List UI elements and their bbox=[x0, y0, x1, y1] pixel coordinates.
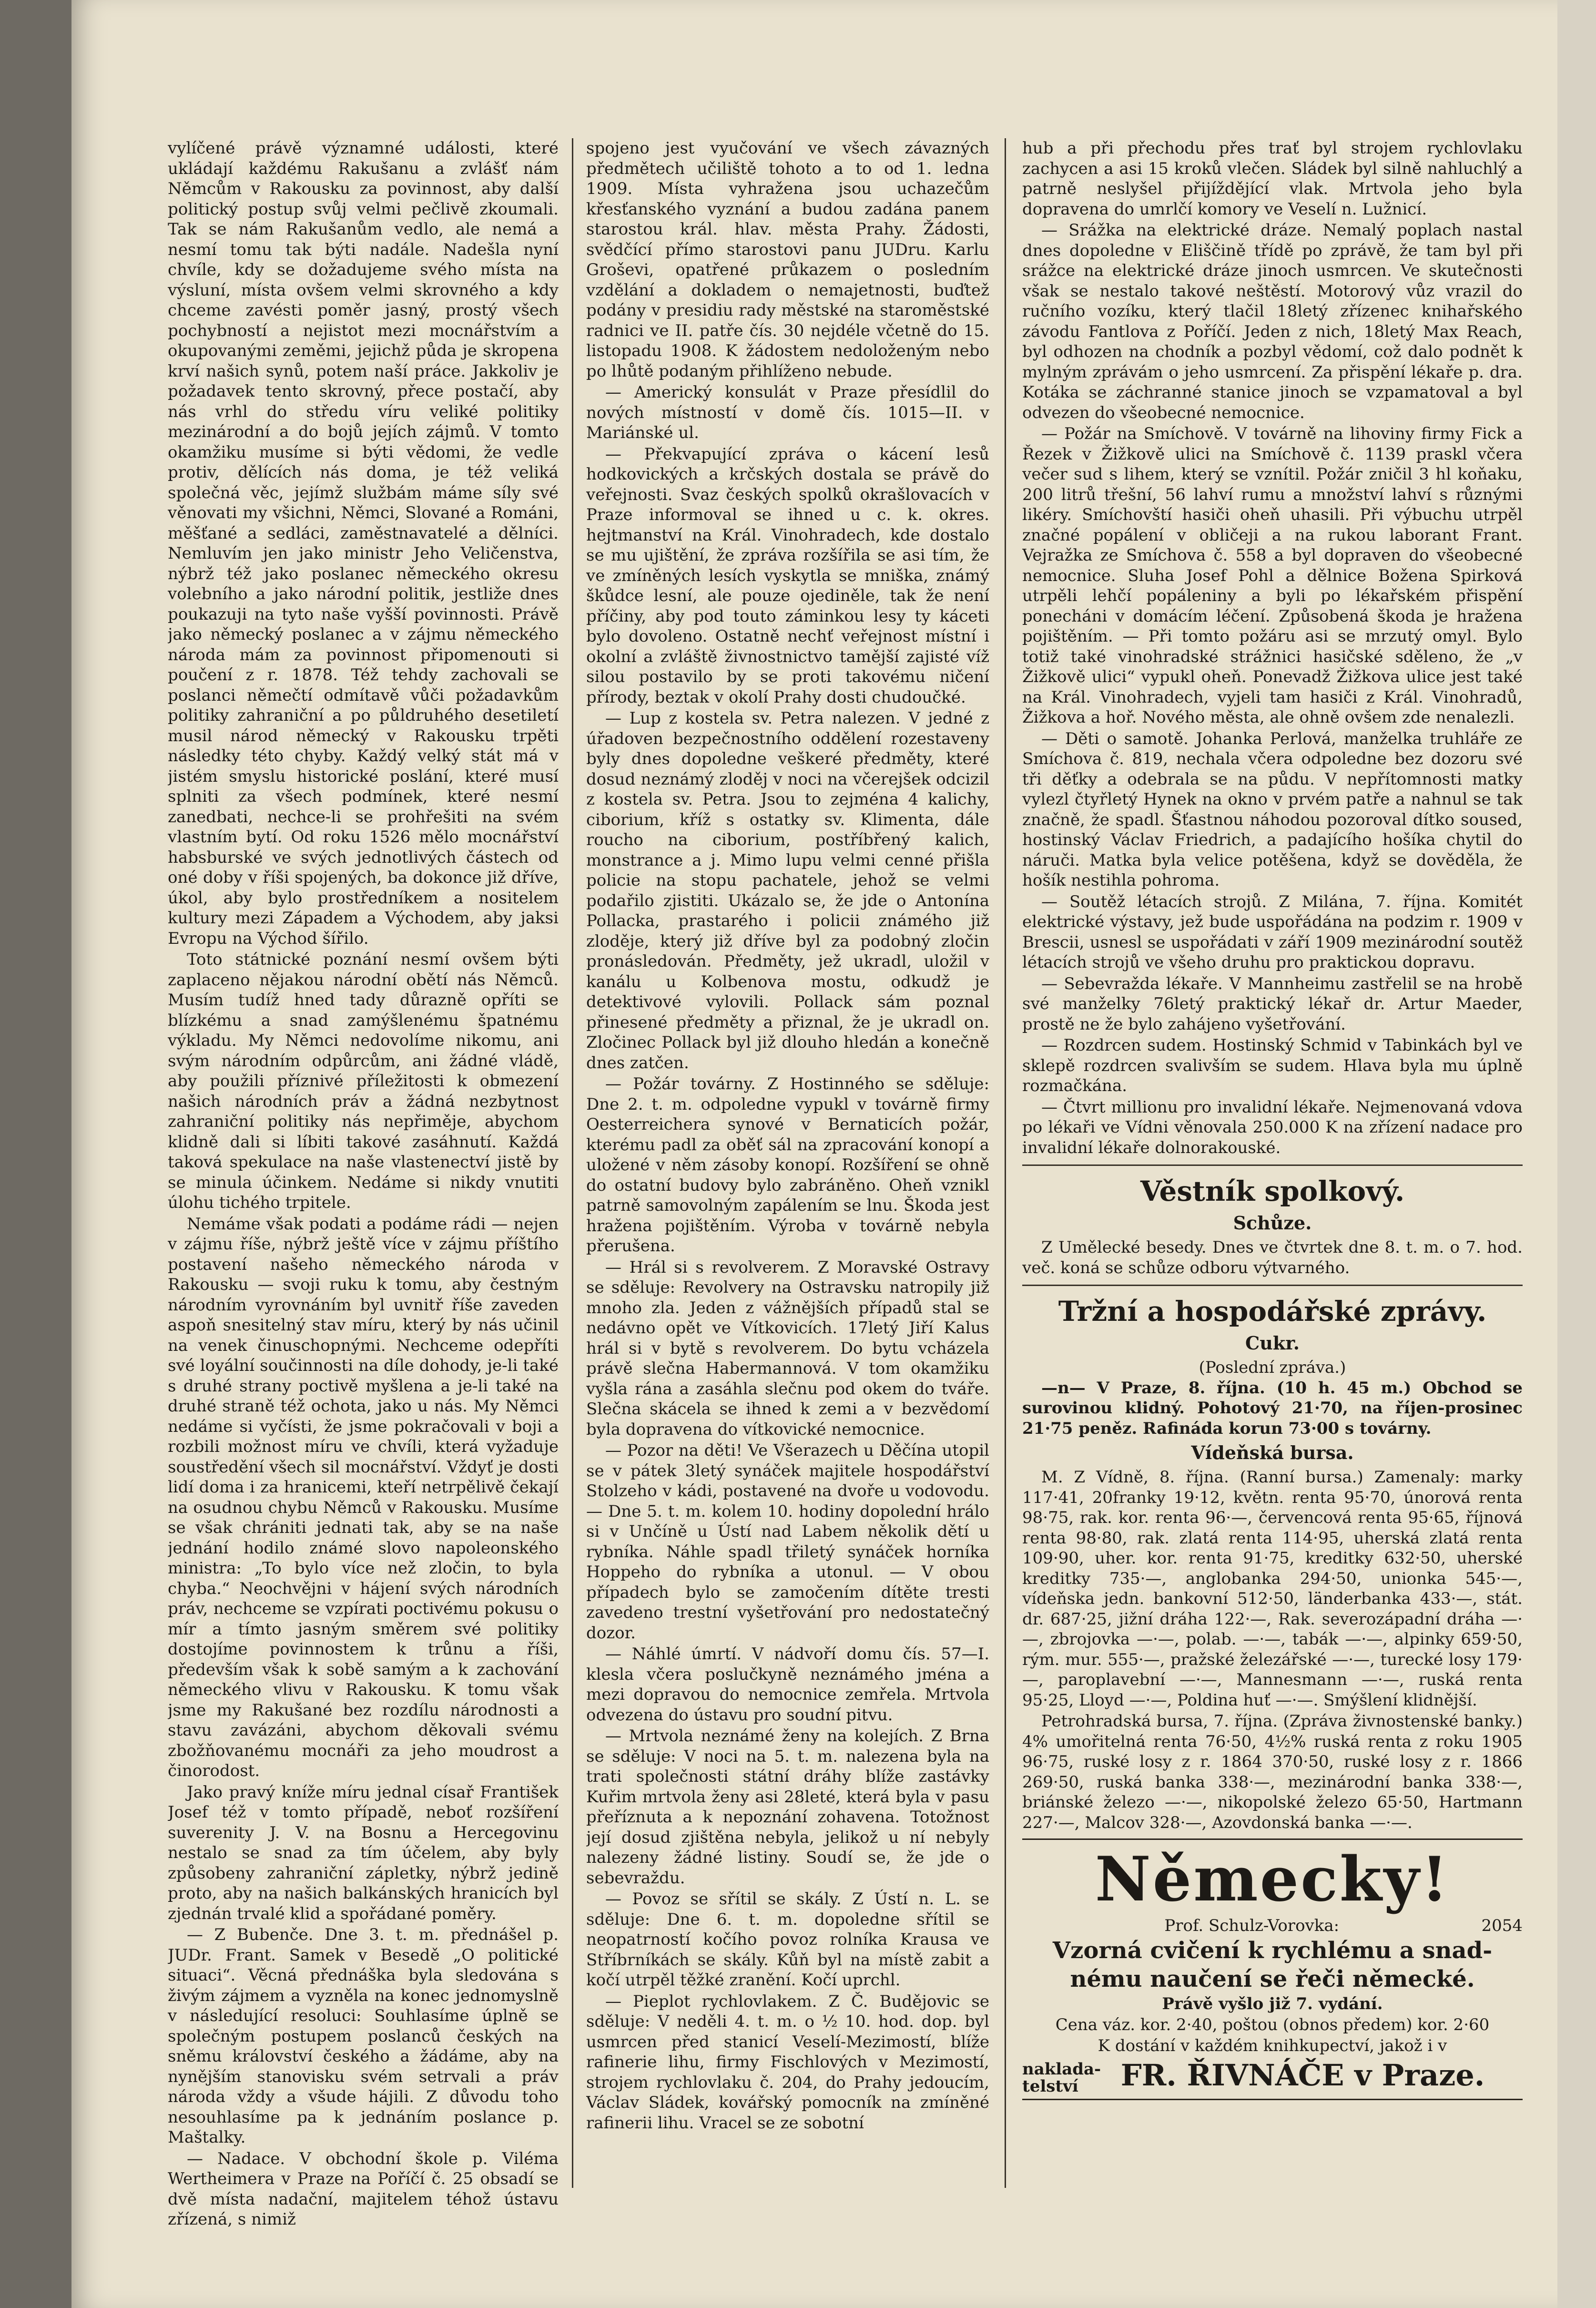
market-report-petrograd: Petrohradská bursa, 7. října. (Zpráva živnostenské banky.) 4% umořitelná renta 76·50, 4½% ruská renta z roku 1905 96·75, ruské losy z r. 1864 370·50, ruské losy z r. 1866 269·50, ruská banka 338·—, mezinárodní banka 338·—, briánské železo —·—, nikopolské železo 65·50, Hartmann 227·—, Malcov 328·—, Azovdonská banka —·—. bbox=[1022, 1712, 1523, 1832]
news-item: — Lup z kostela sv. Petra nalezen. V jedné z úřadoven bezpečnostního oddělení rozestaveny byly dnes dopoledne veškeré předměty, které dosud neznámý zloděj v noci na včerejšek odcizil z kostela sv. Petra. Jsou to zejména 4 kalichy, ciborium, kříž s ostatky sv. Klimenta, dále roucho na ciborium, postříbřený kalich, monstrance a j. Mimo lupu velmi cenné přišla policie na stopu pachatele, jehož se velmi podařilo zjistiti. Ukázalo se, že jde o Antonína Pollacka, prastarého i policii známého již zloděje, který již dříve byl za podobný zločin pronásledován. Předměty, jež ukradl, uložil v kanálu u Kolbenova mostu, odkudž je detektivové vylovili. Pollack sám poznal přinesené předměty a přiznal, že je ukradl on. Zločinec Pollack byl již dlouho hledán a konečně dnes zatčen. bbox=[586, 709, 989, 1072]
news-item: — Rozdrcen sudem. Hostinský Schmid v Tabinkách byl ve sklepě rozdrcen svalivším se sudem. Hlava byla mu úplně rozmačkána. bbox=[1022, 1036, 1523, 1095]
section-heading-trzni: Tržní a hospodářské zprávy. bbox=[1058, 1295, 1487, 1328]
advertisement bbox=[1022, 1838, 1523, 2100]
ad-author: Prof. Schulz-Vorovka: bbox=[1164, 1916, 1340, 1935]
ad-headline: Německy! bbox=[1095, 1844, 1450, 1915]
news-item: — Překvapující zpráva o kácení lesů hodkovických a krčských dostala se právě do veřejnosti. Svaz českých spolků okrašlovacích v Praze informoval se ihned u c. k. okres. hejtmanství na Král. Vinohradech, kde dostalo se mu ujištění, že zpráva rozšířila se asi tím, že ve zmíněných lesích vyskytla se mniška, známý škůdce lesní, ale pouze ojediněle, tak že není příčiny, aby pod touto záminkou lesy ty káceti bylo dovoleno. Ostatně nechť veřejnost místní i okolní a zvláště živnostnictvo tamější zajisté víž silou postavilo by se proti takovému ničení přírody, beztak v okolí Prahy dosti chudoučké. bbox=[586, 444, 989, 707]
ad-price: Cena váz. kor. 2·40, poštou (obnos předem) kor. 2·60 bbox=[1055, 2015, 1490, 2034]
column-middle bbox=[586, 138, 989, 2302]
ad-publisher-label-2: telství bbox=[1022, 2077, 1078, 2096]
column-left bbox=[168, 138, 559, 2302]
ad-publisher-name: FR. ŘIVNÁČE v Praze. bbox=[1120, 2058, 1485, 2093]
news-item: — Požár na Smíchově. V továrně na lihoviny firmy Fick a Řezek v Žižkově ulici na Smíchově č. 1139 praskl včera večer sud s lihem, který se vznítil. Požár zničil 3 hl koňaku, 200 litrů třešní, 56 lahví rumu a množství lahví s různými likéry. Smíchovští hasiči oheň uhasili. Při výbuchu utrpěl značné popálení v obličeji a na rukou laborant Frant. Vejražka ze Smíchova č. 558 a byl dopraven do všeobecné nemocnice. Sluha Josef Pohl a dělnice Božena Spirková utrpěli lehčí popáleniny a byli po lékařském přispění ponecháni v domácím léčení. Způsobená škoda je hražena pojištěním. — Při tomto požáru asi se mrzutý omyl. Bylo totiž také vinohradské strážnici hasičské sděleno, že „v Žižkově ulici“ vypukl oheň. Ponevadž Žižkova ulice jest také na Král. Vinohradech, vyjeli tam hasiči z Král. Vinohradů, Žižkova a hoř. Nového města, ale ohně ovšem zde nenalezli. bbox=[1022, 424, 1523, 727]
news-item: — Nadace. V obchodní škole p. Viléma Wertheimera v Praze na Poříčí č. 25 obsadí se dvě místa nadační, majitelem téhož ústavu zřízená, s nimiž bbox=[168, 2149, 559, 2229]
news-item: — Z Bubenče. Dne 3. t. m. přednášel p. JUDr. Frant. Samek v Besedě „O politické situaci“. Věcná přednáška byla sledována s živým zájmem a vyzněla na konec jednomyslně v následující resoluci: Souhlasíme úplně se společným postupem poslanců českých na sněmu království českého a žádáme, aby na nynějším stanovisku svém setrvali a práv národa vždy a všude hájili. Z důvodu toho nesouhlasíme pa k jednáním poslance p. Maštalky. bbox=[168, 1925, 559, 2147]
ad-availability: K dostání v každém knihkupectví, jakož i v bbox=[1098, 2036, 1447, 2055]
news-item: — Čtvrt millionu pro invalidní lékaře. Nejmenovaná vdova po lékaři ve Vídni věnovala 250.000 K na zřízení nadace pro invalidní lékaře dolnorakouské. bbox=[1022, 1097, 1523, 1157]
news-item: — Pieplot rychlovlakem. Z Č. Budějovic se sděluje: V neděli 4. t. m. o ½ 10. hod. dop. byl usmrcen před stanicí Veselí-Mezimostí, blíže rafinerie lihu, firmy Fischlových v Mezimostí, strojem rychlovlaku č. 204, do Prahy jedoucím, Václav Sládek, kovářský pomocník na zmíněné rafinerii lihu. Vracel se ze sobotní bbox=[586, 1991, 989, 2133]
news-item: hub a při přechodu přes trať byl strojem rychlovlaku zachycen a asi 15 kroků vlečen. Sládek byl silně nahluchlý a patrně neslyšel přijíždějící vlak. Mrtvola jeho byla dopravena do umrlčí komory ve Veselí n. Lužnicí. bbox=[1022, 139, 1523, 219]
news-item: — Americký konsulát v Praze přesídlil do nových místností v domě čís. 1015—II. v Mariánské ul. bbox=[586, 383, 989, 442]
news-item: — Děti o samotě. Johanka Perlová, manželka truhláře ze Smíchova č. 819, nechala včera odpoledne bez dozoru své tři děťky a odebrala se na půdu. V nepřítomnosti matky vylezl čtyřletý Hynek na okno v prvém patře a nahnul se tak značně, že spadl. Šťastnou náhodou pozoroval dítko soused, hostinský Václav Friedrich, a padajícího hošíka chytil do náruči. Matka byla velice potěšena, když se dověděla, že hošík nestihla pohroma. bbox=[1022, 729, 1523, 890]
ad-author-row bbox=[1022, 1915, 1523, 1936]
scan-margin-strip bbox=[1557, 0, 1596, 2308]
column-rule bbox=[572, 138, 573, 2188]
ad-number: 2054 bbox=[1481, 1916, 1523, 1935]
subheading-schuze: Schůze. bbox=[1233, 1212, 1312, 1234]
column-right bbox=[1022, 138, 1523, 2302]
article-paragraph: vylíčené právě významné události, které ukládají každému Rakušanu a zvlášť nám Němcům v Rakousku za povinnost, aby další politický postup svůj velmi pečlivě zkoumali. Tak se nám Rakušanům vedlo, ale nemá a nesmí tomu tak býti nadále. Nadešla nyní chvíle, kdy se dožadujeme svého místa na výsluní, místa ovšem velmi skrovného a kdy chceme zavésti poměr jasný, prostý všech pochybností a nejistot mezi mocnářstvím a okupovanými zeměmi, jejichž půda je skropena krví našich synů, potem naší práce. Jakkoliv je požadavek tento skrovný, přece postačí, aby nás vrhl do středu víru veliké politiky mezinárodní a do bojů jejích zájmů. V tomto okamžiku musíme si býti vědomi, že vedle protiv, dělících nás doma, je též veliká společná věc, jejímž službám máme síly své věnovati my všichni, Němci, Slované a Románi, měšťané a sedláci, zaměstnavatelé a dělníci. Nemluvím jen jako ministr Jeho Veličenstva, nýbrž též jako poslanec německého okresu volebního a jako národní politik, jestliže dnes poukazuji na tyto naše vyšší povinnosti. Právě jako německý poslanec a v zájmu německého národa mám za povinnost připomenouti si poučení z r. 1878. Též tehdy zachovali se poslanci němečtí odmítavě vůči požadavkům politiky zahraniční a po půldruhého desetiletí musil národ německý v Rakousku trpěti následky této chyby. Každý velký stát má v jistém smyslu historické poslání, které musí splniti za všech podmínek, které nesmí zanedbati, nechce-li se prohřešiti na svém vlastním bytí. Od roku 1526 mělo mocnářství habsburské ve svých jednotlivých částech od oné doby v říši spojených, ba dokonce již dříve, úkol, aby bylo prostředníkem a nositelem kultury mezi Západem a Východem, aby jaksi Evropu na Východ šířilo. bbox=[168, 139, 559, 948]
news-item: — Sebevražda lékaře. V Mannheimu zastřelil se na hrobě své manželky 76letý praktický lékař dr. Artur Maeder, prostě ne že bylo zahájeno vyšetřování. bbox=[1022, 974, 1523, 1034]
market-report-vienna: M. Z Vídně, 8. října. (Ranní bursa.) Zamenaly: marky 117·41, 20franky 19·12, květn. renta 95·70, únorová renta 98·75, rak. kor. renta 96·—, červencová renta 95·65, říjnová renta 98·80, rak. zlatá renta 114·95, uherská zlatá renta 109·90, uher. kor. renta 91·75, kreditky 632·50, uherské kreditky 735·—, anglobanka 294·50, unionka 545·—, vídeňska jedn. bankovní 512·50, länderbanka 433·—, stát. dr. 687·25, jižní dráha 122·—, Rak. severozápadní dráha —·—, zbrojovka —·—, polab. —·—, tabák —·—, alpinky 659·50, rým. mur. 555·—, pražské železářské —·—, turecké losy 179·—, paroplavební —·—, Mannesmann —·—, ruská renta 95·25, Lloyd —·—, Poldina huť —·—. Smýšlení klidnější. bbox=[1022, 1468, 1523, 1710]
news-item: — Náhlé úmrtí. V nádvoří domu čís. 57—I. klesla včera poslučkyně neznámého jména a mezi dopravou do nemocnice zemřela. Mrtvola odvezena do ústavu pro soudní pitvu. bbox=[586, 1644, 989, 1725]
news-item: — Srážka na elektrické dráze. Nemalý poplach nastal dnes dopoledne v Eliščině třídě po zprávě, že tam byl při srážce na elektrické dráze jinoch usmrcen. Ve skutečnosti však se nestalo takové neštěstí. Motorový vůz vrazil do ručního vozíku, který tlačil 18letý zřízenec knihařského závodu Fantlova z Poříčí. Jeden z nich, 18letý Max Reach, byl odhozen na chodník a pozbyl vědomí, což dalo podnět k mylným zprávám o jeho usmrcení. Za přispění lékaře p. dra. Kotáka se záchranné stanice jinoch se vzpamatoval a byl odvezen do všeobecné nemocnice. bbox=[1022, 221, 1523, 422]
news-item: — Hrál si s revolverem. Z Moravské Ostravy se sděluje: Revolvery na Ostravsku natropily již mnoho zla. Jeden z vážnějších případů stal se nedávno opět ve Vítkovicích. 17letý Jiří Kalus hrál si v bytě s revolverem. Do bytu vcházela právě slečna Habermannová. V tom okamžiku vyšla rána a zasáhla slečnu pod okem do tváře. Slečna skácela se ihned k zemi a v bezvědomí byla dopravena do vítkovické nemocnice. bbox=[586, 1257, 989, 1439]
market-report-sugar: —n— V Praze, 8. října. (10 h. 45 m.) Obchod se surovinou klidný. Pohotový 21·70, na říjen-prosinec 21·75 peněz. Rafináda korun 73·00 s továrny. bbox=[1022, 1378, 1523, 1438]
ad-title-line: Vzorná cvičení k rychlému a snad- bbox=[1052, 1937, 1493, 1964]
ad-publisher-label-1: naklada- bbox=[1022, 2060, 1101, 2079]
news-item: spojeno jest vyučování ve všech závazných předmětech učiliště tohoto a to od 1. ledna 1909. Místa vyhražena jsou uchazečům křesťanského vyznání a budou zadána panem starostou král. hlav. města Prahy. Žádosti, svědčící přímo starostovi panu JUDru. Karlu Groševi, opatřené průkazem o posledním vzdělání a dokladem o nemajetnosti, buďtež podány v presidiu rady městské na staroměstské radnici ve II. patře čís. 30 nejdéle včetně do 15. listopadu 1908. K žádostem nedoloženým nebo po lhůtě podaným přihlíženo nebude. bbox=[586, 139, 989, 381]
ad-publisher-row bbox=[1022, 2056, 1523, 2095]
article-paragraph: Toto státnické poznání nesmí ovšem býti zaplaceno nějakou národní obětí nás Němců. Musím tudíž hned tady důrazně opříti se blízkému a snad zamýšlenému špatnému výkladu. My Němci nedovolíme nikomu, ani svým národním odpůrcům, ani žádné vládě, aby použili příznivé příležitosti k obmezení našich národních práv a žádná nezbytnost zahraniční politiky nás nepřiměje, abychom klidně dali si líbiti takové zasáhnutí. Každá taková spekulace na naše vlastenectví jistě by se minula účinkem. Nedáme si nikdy vnutiti úlohu tichého trpitele. bbox=[168, 950, 559, 1212]
article-paragraph: Nemáme však podati a podáme rádi — nejen v zájmu říše, nýbrž ještě více v zájmu příštího postavení našeho německého národa v Rakousku — svoji ruku k tomu, aby čestným národním vyrovnáním byl uvnitř říše zaveden aspoň snesitelný stav míru, který by nás učinil na venek činuschopnými. Nechceme odepříti své loyální součinnosti na díle dohody, je-li také s druhé strany poctivě myšlena a je-li také na druhé straně též ochota, jako u nás. My Němci nedáme si vyčísti, že jsme pokračovali v boji a rozbili možnost míru ve chvíli, která vyžaduje soustředění všech sil mocnářství. Vždyť je dosti lidí doma i za hranicemi, kteří netrpělivě čekají na osudnou chybu Němců v Rakousku. Musíme se však chrániti jednati tak, aby se na naše jednání hodilo známé slovo napoleonského ministra: „To bylo více než zločin, to byla chyba.“ Neochvějni v hájení svých národních práv, nechceme se vzpírati poctivému pokusu o mír a tímto jasným směrem své politiky dostojíme povinnostem k trůnu a říši, především však k sobě samým a k zachování německého vlivu v Rakousku. K tomu však jsme my Rakušané bez rozdílu národnosti a stavu zavázáni, abychom děkovali svému zbožňovanému mocnáři za jeho moudrost a činorodost. bbox=[168, 1214, 559, 1780]
section-heading-vestnik: Věstník spolkový. bbox=[1140, 1175, 1405, 1207]
subheading-vienna: Vídeňská bursa. bbox=[1191, 1442, 1354, 1463]
subheading-note: (Poslední zpráva.) bbox=[1199, 1358, 1346, 1377]
ad-edition: Právě vyšlo již 7. vydání. bbox=[1162, 1994, 1383, 2013]
news-item: — Soutěž létacích strojů. Z Milána, 7. října. Komitét elektrické výstavy, jež bude uspořádána na podzim r. 1909 v Brescii, usnesl se uspořádati v září 1909 mezinárodní soutěž létacích strojů ve všeho druhu pro praktickou dopravu. bbox=[1022, 892, 1523, 972]
news-item: — Mrtvola neznámé ženy na kolejích. Z Brna se sděluje: V noci na 5. t. m. nalezena byla na trati společnosti státní dráhy blíže zastávky Kuřim mrtvola ženy asi 28leté, která byla v pasu přeříznuta a k nepoznání zohavena. Totožnost její dosud zjištěna nebyla, jelikož u ní nebyly nalezeny žádné listiny. Soudí se, že jde o sebevraždu. bbox=[586, 1726, 989, 1888]
column-rule bbox=[1005, 138, 1006, 2188]
subheading-cukr: Cukr. bbox=[1245, 1332, 1300, 1354]
section-divider bbox=[1022, 1285, 1523, 1286]
section-divider bbox=[1022, 1164, 1523, 1166]
news-item: — Požár továrny. Z Hostinného se sděluje: Dne 2. t. m. odpoledne vypukl v továrně firmy Oesterreichera synové v Bernaticích požár, kterému padl za oběť sál na zpracování konopí a uložené v něm zásoby konopí. Rozšíření se ohně do ostatní budovy bylo zabráněno. Oheň vznikl patrně samovolným zapálením se lnu. Škoda jest hražena pojištěním. Výroba v továrně nebyla přerušena. bbox=[586, 1074, 989, 1256]
news-item: — Povoz se sřítil se skály. Z Ústí n. L. se sděluje: Dne 6. t. m. dopoledne sřítil se neopatrností kočího povoz rolníka Krausa ve Stříbrníkách se skály. Kůň byl na místě zabit a kočí utrpěl těžké zranění. Kočí uprchl. bbox=[586, 1889, 989, 1990]
news-item: Z Umělecké besedy. Dnes ve čtvrtek dne 8. t. m. o 7. hod. več. koná se schůze odboru výtvarného. bbox=[1022, 1238, 1523, 1277]
article-paragraph: Jako pravý kníže míru jednal císař František Josef též v tomto případě, neboť rozšíření suverenity J. V. na Bosnu a Hercegovinu nestalo se snad za tím účelem, aby byly způsobeny zahraniční zápletky, nýbrž jedině proto, aby na našich balkánských hranicích byl zjednán trvalé klid a spořádané poměry. bbox=[168, 1782, 559, 1923]
ad-publisher-label bbox=[1022, 2061, 1101, 2095]
news-item: — Pozor na děti! Ve Všerazech u Děčína utopil se v pátek 3letý synáček majitele hospodářství Stolzeho v kádi, postavené na dvoře u vodovodu. — Dne 5. t. m. kolem 10. hodiny dopolední hrálo si v Unčíně u Ústí nad Labem několik dětí u rybníka. Náhle spadl třiletý synáček horníka Hoppeho do rybníka a utonul. — V obou případech bylo se zamočením dítěte tresti zavedeno trestní vyšetřování pro nedostatečný dozor. bbox=[586, 1441, 989, 1643]
ad-title-line: nému naučení se řeči německé. bbox=[1070, 1966, 1475, 1992]
